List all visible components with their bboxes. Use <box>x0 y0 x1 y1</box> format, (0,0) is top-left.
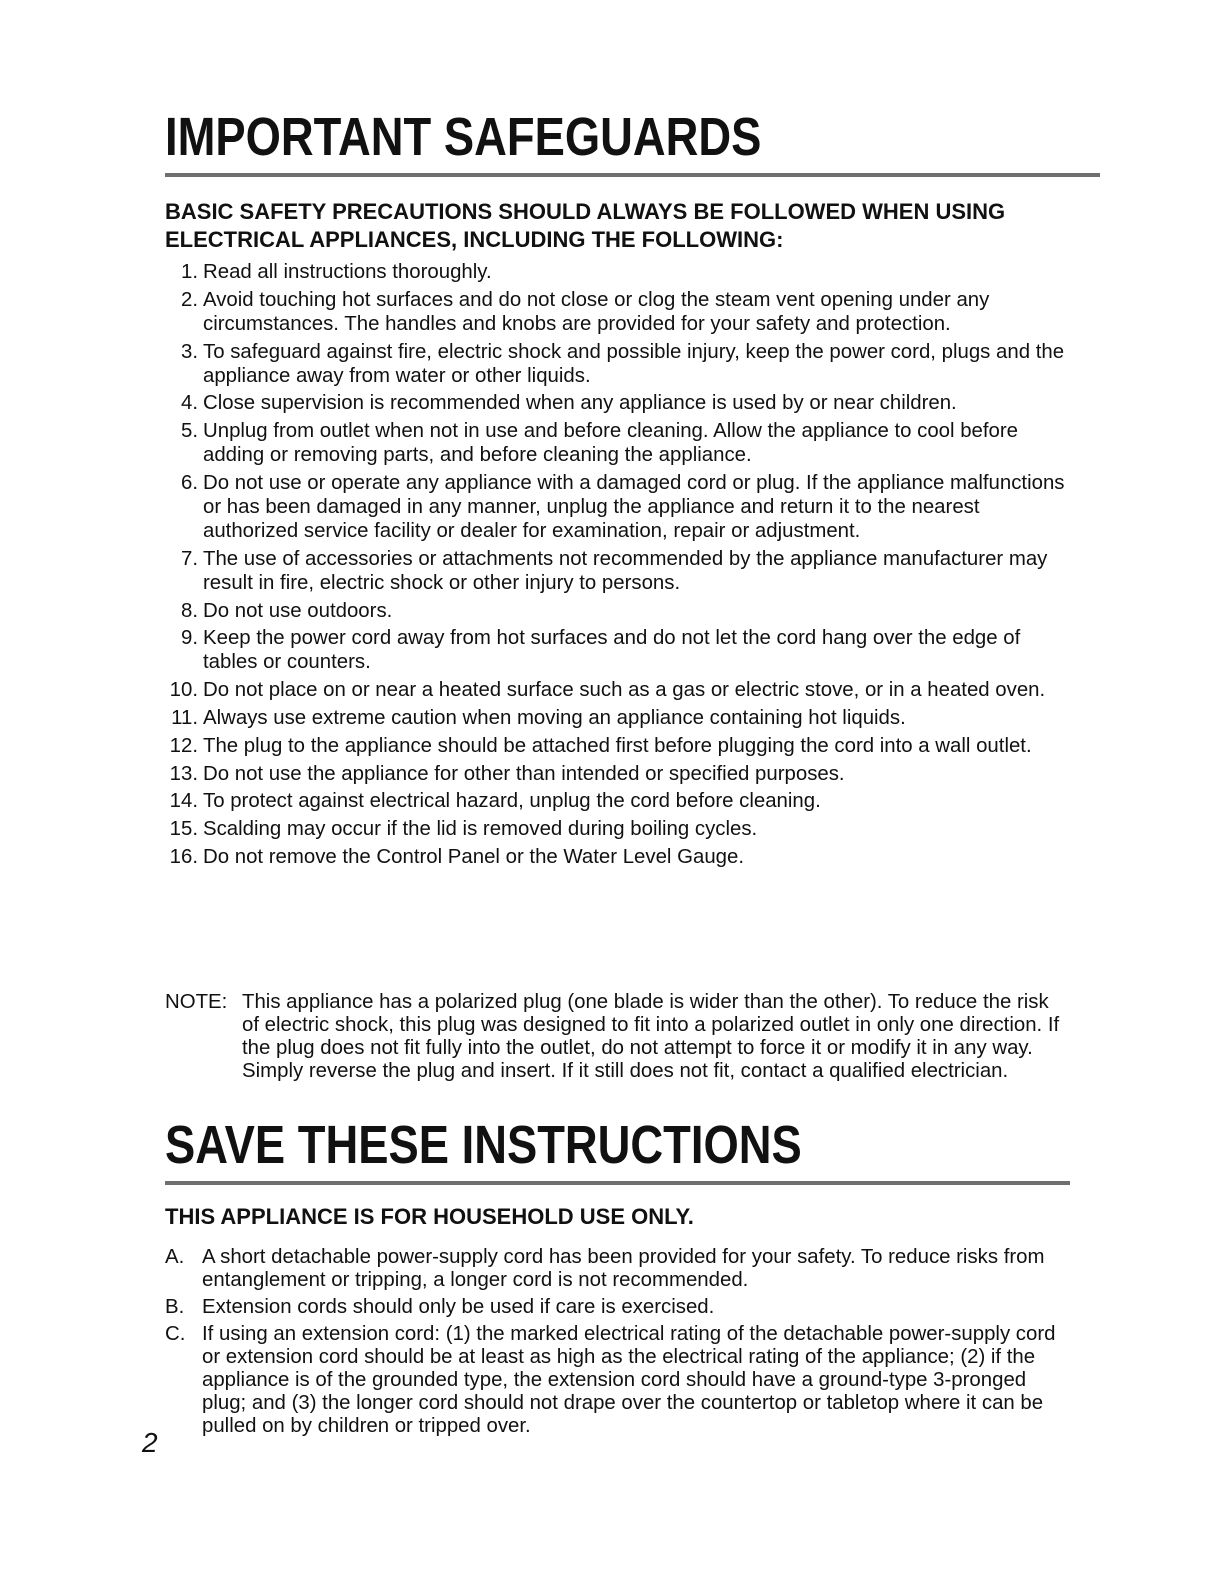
list-item <box>165 626 1065 674</box>
heading-rule <box>165 1181 1070 1185</box>
page-number: 2 <box>142 1427 158 1458</box>
list-item <box>165 1296 1065 1319</box>
list-item <box>165 845 1065 869</box>
item-letter: B. <box>165 1296 185 1318</box>
important-safeguards-heading: IMPORTANT SAFEGUARDS <box>165 107 762 167</box>
save-instructions-heading: SAVE THESE INSTRUCTIONS <box>165 1115 802 1175</box>
item-text: Close supervision is recommended when any appliance is used by or near children. <box>203 392 957 415</box>
list-item <box>165 260 1065 284</box>
list-item <box>165 762 1065 786</box>
item-text: Read all instructions thoroughly. <box>203 261 492 283</box>
item-text: Unplug from outlet when not in use and before cleaning. Allow the appliance to cool before adding or removing parts, and before cleaning the appliance. <box>203 420 1019 467</box>
item-number: 11. <box>171 706 198 729</box>
list-item <box>165 1323 1065 1438</box>
item-text: Scalding may occur if the lid is removed during boiling cycles. <box>203 818 758 841</box>
item-number: 4. <box>180 392 198 415</box>
item-text: If using an extension cord: (1) the marked electrical rating of the detachable power-supply cord or extension cord should be at least as high as the electrical rating of the appliance; (2) if the appliance is of the grounded type, the extension cord should have a ground-type 3-pronged plug; and (3) the longer cord should not drape over the countertop or tabletop where it can be pulled on by children or tripped over. <box>202 1323 1056 1437</box>
list-item <box>165 789 1065 813</box>
item-text: Always use extreme caution when moving an appliance containing hot liquids. <box>203 706 906 729</box>
item-number: 1. <box>180 261 198 283</box>
list-item <box>165 734 1065 758</box>
item-text: Extension cords should only be used if care is exercised. <box>202 1296 715 1318</box>
list-item <box>165 817 1065 841</box>
list-item <box>165 419 1065 467</box>
safeguards-list <box>165 260 1065 873</box>
list-item <box>165 288 1065 336</box>
item-text: The use of accessories or attachments not recommended by the appliance manufacturer may result in fire, electric shock or other injury to persons. <box>203 547 1048 594</box>
item-number: 12. <box>169 734 198 757</box>
item-number: 3. <box>180 340 198 363</box>
item-text: A short detachable power-supply cord has been provided for your safety. To reduce risks from entanglement or tripping, a longer cord is not recommended. <box>202 1246 1045 1291</box>
note-text: This appliance has a polarized plug (one blade is wider than the other). To reduce the risk of electric shock, this plug was designed to fit into a polarized outlet in only one direction. If the plug does not fit fully into the outlet, do not attempt to force it or modify it in any way. Simply reverse the plug and insert. If it still does not fit, contact a qualified electrician. <box>242 991 1060 1082</box>
item-number: 7. <box>180 547 198 570</box>
polarized-plug-note <box>165 991 1065 1083</box>
item-text: To protect against electrical hazard, unplug the cord before cleaning. <box>203 790 821 813</box>
list-item <box>165 706 1065 730</box>
item-text: The plug to the appliance should be attached first before plugging the cord into a wall outlet. <box>203 734 1032 757</box>
note-label: NOTE: <box>165 991 228 1013</box>
item-number: 13. <box>169 762 198 785</box>
item-number: 16. <box>169 845 198 868</box>
item-text: Do not remove the Control Panel or the Water Level Gauge. <box>203 845 745 868</box>
item-text: Do not use the appliance for other than intended or specified purposes. <box>203 762 845 785</box>
heading-rule <box>165 173 1100 177</box>
household-use-subheading: THIS APPLIANCE IS FOR HOUSEHOLD USE ONLY. <box>165 1204 694 1229</box>
item-text: Do not use outdoors. <box>203 599 393 622</box>
list-item <box>165 471 1065 543</box>
list-item <box>165 340 1065 388</box>
list-item <box>165 678 1065 702</box>
item-number: 9. <box>180 627 198 650</box>
item-number: 2. <box>180 288 198 311</box>
item-number: 8. <box>180 599 198 622</box>
list-item <box>165 1246 1065 1292</box>
item-text: Avoid touching hot surfaces and do not close or clog the steam vent opening under any circumstances. The handles and knobs are provided for your safety and protection. <box>203 288 990 335</box>
item-number: 5. <box>180 420 198 443</box>
list-item <box>165 547 1065 595</box>
household-list <box>165 1246 1065 1442</box>
item-text: Keep the power cord away from hot surfaces and do not let the cord hang over the edge of tables or counters. <box>203 627 1021 674</box>
item-letter: A. <box>165 1246 185 1268</box>
item-letter: C. <box>165 1323 186 1345</box>
list-item <box>165 391 1065 415</box>
safety-precautions-subheading: BASIC SAFETY PRECAUTIONS SHOULD ALWAYS BE FOLLOWED WHEN USING ELECTRICAL APPLIANCES, INCLUDING THE FOLLOWING: <box>165 199 1006 252</box>
list-item <box>165 599 1065 623</box>
item-text: To safeguard against fire, electric shock and possible injury, keep the power cord, plugs and the appliance away from water or other liquids. <box>203 340 1065 387</box>
item-number: 14. <box>169 790 198 813</box>
item-text: Do not place on or near a heated surface such as a gas or electric stove, or in a heated oven. <box>203 679 1046 702</box>
item-text: Do not use or operate any appliance with a damaged cord or plug. If the appliance malfunctions or has been damaged in any manner, unplug the appliance and return it to the nearest authorized service facility or dealer for examination, repair or adjustment. <box>203 471 1065 542</box>
item-number: 10. <box>169 679 198 702</box>
item-number: 15. <box>169 818 198 841</box>
item-number: 6. <box>180 471 198 494</box>
